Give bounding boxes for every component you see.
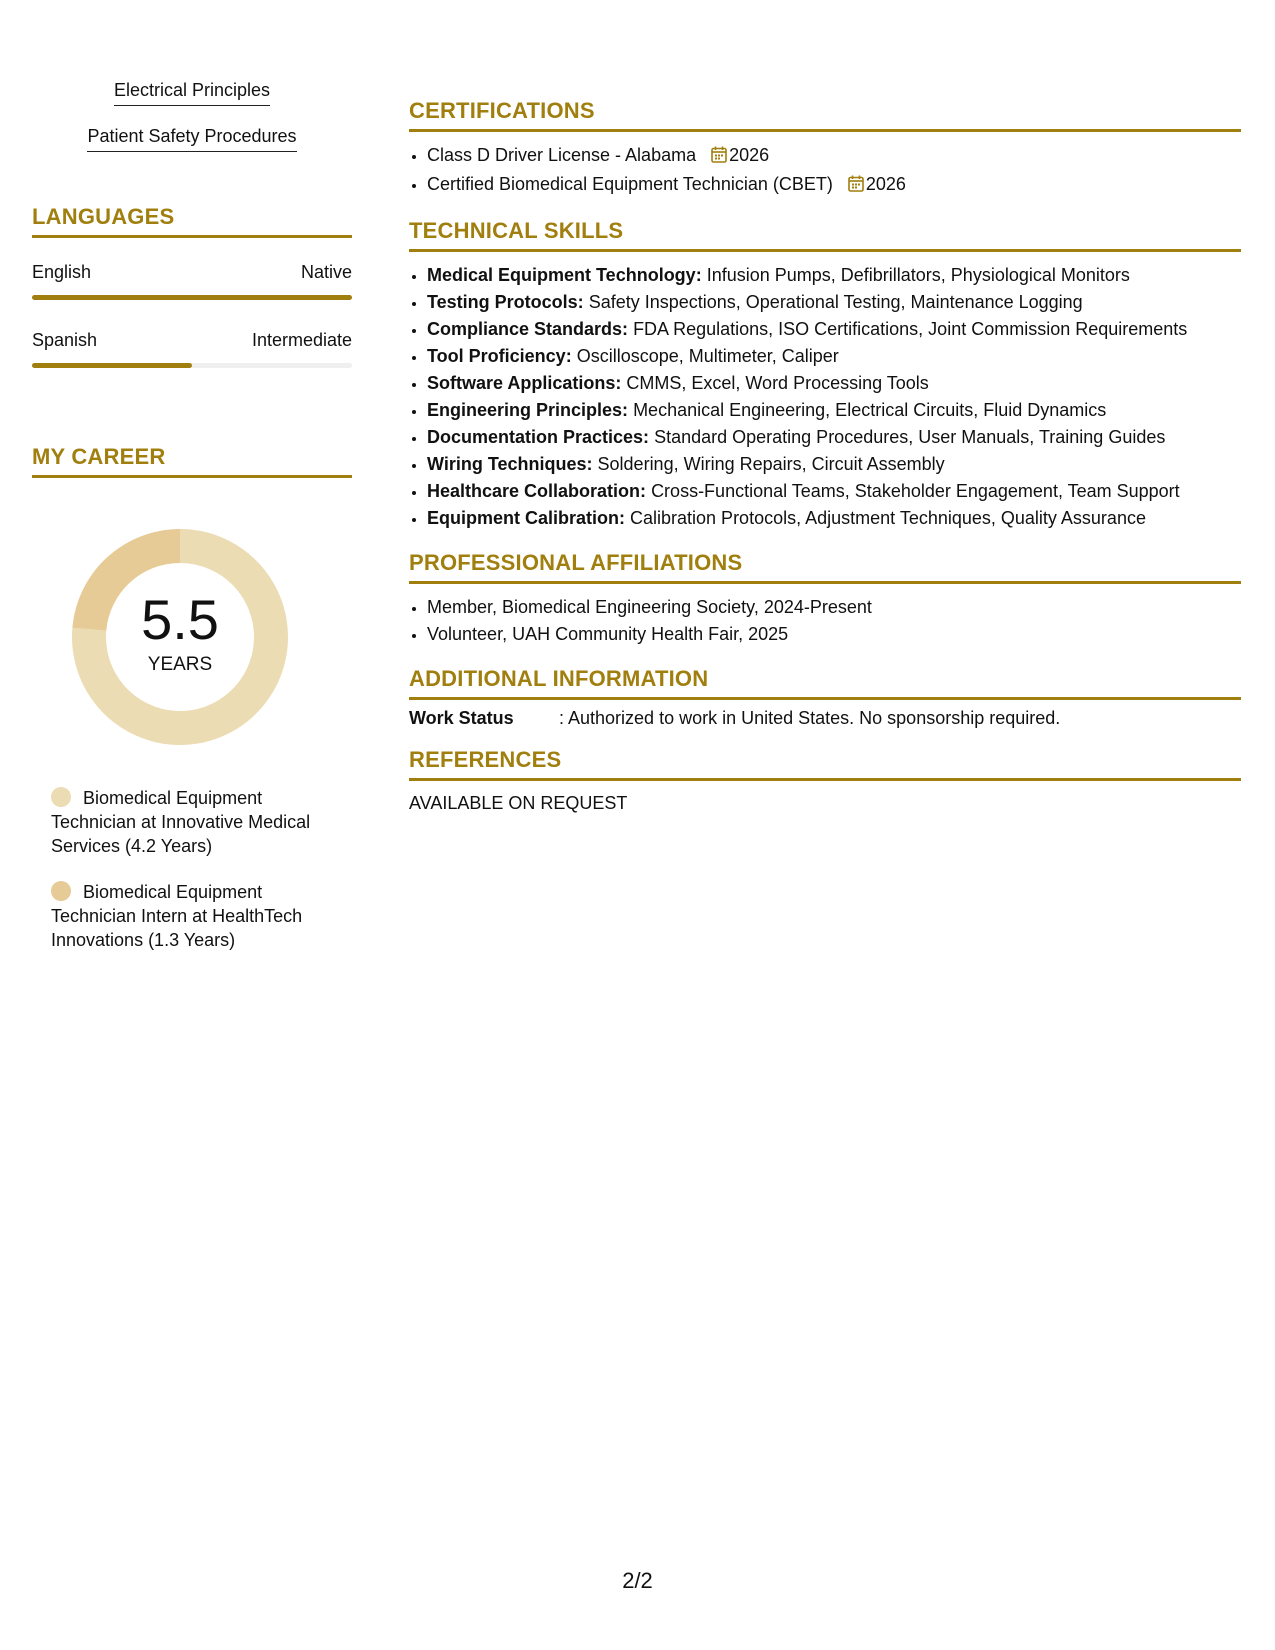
skill-value: Standard Operating Procedures, User Manuals, Training Guides — [654, 427, 1166, 447]
language-proficiency-fill — [32, 363, 192, 368]
career-legend-item — [51, 880, 341, 952]
career-section — [32, 444, 352, 952]
skill-item — [427, 289, 1241, 316]
skill-item — [427, 370, 1241, 397]
certification-item — [427, 171, 1241, 200]
skill-tag: Patient Safety Procedures — [87, 126, 296, 152]
skill-item — [427, 451, 1241, 478]
language-item — [32, 330, 352, 368]
left-column — [32, 80, 352, 952]
affiliation-item: • Member, Biomedical Engineering Society, 2024-Present — [427, 594, 1241, 621]
certification-item — [427, 142, 1241, 171]
legend-dot — [51, 787, 71, 807]
affiliations-section — [409, 550, 1241, 648]
page-number: 2/2 — [622, 1568, 653, 1593]
skill-value: Soldering, Wiring Repairs, Circuit Assembly — [597, 454, 945, 474]
skill-item — [427, 424, 1241, 451]
affiliation-item: • Volunteer, UAH Community Health Fair, 2025 — [427, 621, 1241, 648]
skill-label: Medical Equipment Technology: — [427, 265, 702, 285]
skill-label: Equipment Calibration: — [427, 508, 625, 528]
language-proficiency-bar — [32, 295, 352, 300]
technical-skills-list — [409, 262, 1241, 532]
skill-tag: Electrical Principles — [114, 80, 270, 106]
right-column — [409, 80, 1241, 832]
career-total-years: 5.5 — [141, 588, 219, 651]
skill-item — [427, 316, 1241, 343]
work-status-value: : Authorized to work in United States. No sponsorship required. — [559, 708, 1061, 728]
skill-label: Documentation Practices: — [427, 427, 650, 447]
certification-name: Class D Driver License - Alabama — [427, 145, 697, 165]
skill-item — [427, 262, 1241, 289]
career-legend-item — [51, 786, 341, 858]
career-legend-text: Biomedical Equipment Technician at Innovative Medical Services (4.2 Years) — [51, 788, 311, 856]
affiliations-list — [409, 594, 1241, 648]
certification-year: 2026 — [729, 145, 770, 165]
language-name: Spanish — [32, 330, 98, 350]
skill-value: Mechanical Engineering, Electrical Circuits, Fluid Dynamics — [633, 400, 1107, 420]
language-level: Intermediate — [251, 330, 352, 350]
affiliations-heading: PROFESSIONAL AFFILIATIONS — [409, 550, 1241, 584]
skill-label: Compliance Standards: — [427, 319, 629, 339]
skill-label: Software Applications: — [427, 373, 622, 393]
skill-item — [427, 505, 1241, 532]
legend-dot — [51, 881, 71, 901]
skill-value: Calibration Protocols, Adjustment Techniques, Quality Assurance — [630, 508, 1146, 528]
skill-label: Testing Protocols: — [427, 292, 584, 312]
calendar-icon — [848, 173, 864, 200]
references-section — [409, 747, 1241, 814]
skill-item — [427, 478, 1241, 505]
skill-value: Safety Inspections, Operational Testing, Maintenance Logging — [588, 292, 1083, 312]
skill-tags — [32, 80, 352, 172]
skill-value: Cross-Functional Teams, Stakeholder Engagement, Team Support — [651, 481, 1180, 501]
language-proficiency-bar — [32, 363, 352, 368]
skill-value: FDA Regulations, ISO Certifications, Joint Commission Requirements — [633, 319, 1188, 339]
career-heading: MY CAREER — [32, 444, 352, 478]
career-donut-chart — [65, 522, 295, 752]
technical-skills-heading: TECHNICAL SKILLS — [409, 218, 1241, 252]
certifications-list — [409, 142, 1241, 200]
skill-value: CMMS, Excel, Word Processing Tools — [626, 373, 929, 393]
work-status-row — [409, 708, 1241, 729]
language-proficiency-fill — [32, 295, 352, 300]
references-text: AVAILABLE ON REQUEST — [409, 793, 628, 813]
certification-year: 2026 — [865, 174, 906, 194]
calendar-icon — [711, 144, 727, 171]
certifications-section — [409, 98, 1241, 200]
language-item — [32, 262, 352, 300]
additional-info-section — [409, 666, 1241, 729]
skill-label: Tool Proficiency: — [427, 346, 572, 366]
career-years-unit: YEARS — [147, 654, 213, 675]
skill-item — [427, 397, 1241, 424]
language-level: Native — [300, 262, 352, 282]
languages-section — [32, 204, 352, 368]
skill-label: Wiring Techniques: — [427, 454, 593, 474]
language-name: English — [32, 262, 92, 282]
certifications-heading: CERTIFICATIONS — [409, 98, 1241, 132]
references-heading: REFERENCES — [409, 747, 1241, 781]
skill-value: Oscilloscope, Multimeter, Caliper — [576, 346, 839, 366]
additional-info-heading: ADDITIONAL INFORMATION — [409, 666, 1241, 700]
skill-value: Infusion Pumps, Defibrillators, Physiological Monitors — [706, 265, 1130, 285]
work-status-label: Work Status — [409, 708, 514, 728]
technical-skills-section — [409, 218, 1241, 532]
career-legend-text: Biomedical Equipment Technician Intern at HealthTech Innovations (1.3 Years) — [51, 882, 303, 950]
skill-label: Engineering Principles: — [427, 400, 629, 420]
languages-heading: LANGUAGES — [32, 204, 352, 238]
certification-name: Certified Biomedical Equipment Technician (CBET) — [427, 174, 833, 194]
skill-item — [427, 343, 1241, 370]
skill-label: Healthcare Collaboration: — [427, 481, 647, 501]
